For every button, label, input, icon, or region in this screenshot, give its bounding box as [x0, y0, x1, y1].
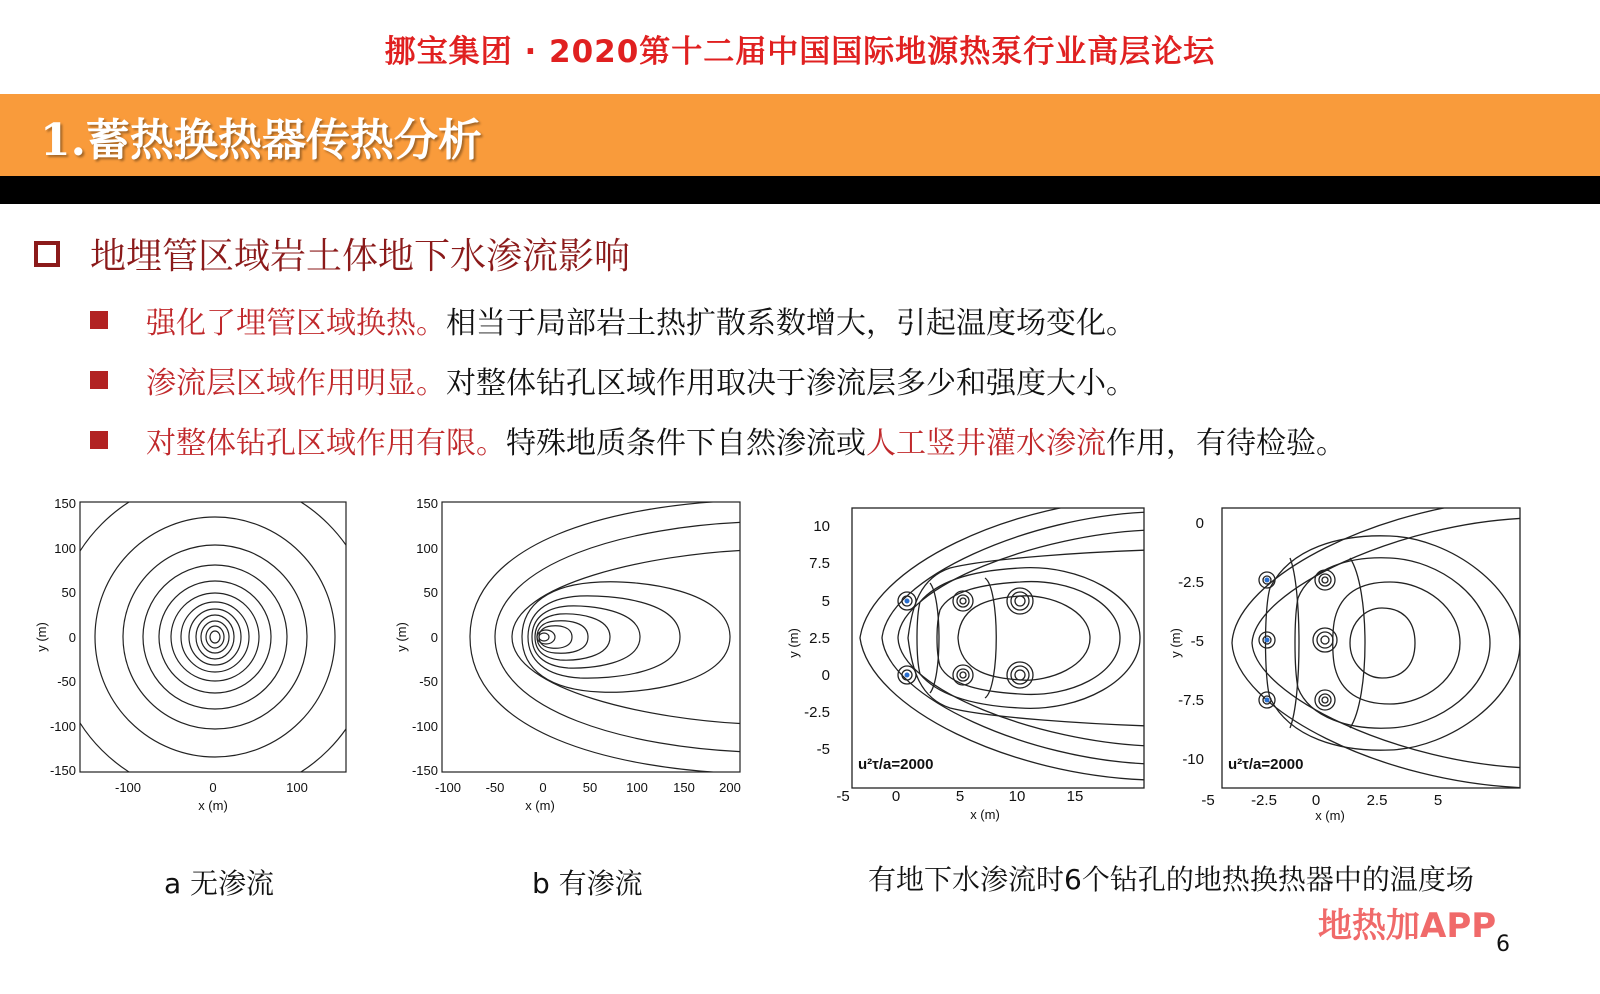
- y-tick: 50: [423, 585, 438, 600]
- y-tick: 7.5: [809, 555, 830, 572]
- x-tick: -5: [836, 788, 850, 805]
- y-ticks-b: [412, 496, 438, 778]
- caption-boreholes: 有地下水渗流时6个钻孔的地热换热器中的温度场: [868, 863, 1474, 896]
- x-tick: 0: [209, 780, 217, 795]
- borehole-marker: [1265, 578, 1270, 583]
- watermark-logo: 地热加APP: [1318, 906, 1497, 946]
- y-tick: -2.5: [1178, 574, 1204, 591]
- y-tick: -50: [57, 674, 76, 689]
- x-tick: 0: [539, 780, 547, 795]
- x-axis-label: x (m): [198, 798, 228, 813]
- divider-bar: [0, 176, 1600, 204]
- caption-a: a 无渗流: [164, 867, 275, 900]
- y-axis-label: y (m): [34, 622, 49, 652]
- bullet-item-1: [90, 298, 1136, 342]
- y-tick: 50: [61, 585, 76, 600]
- x-tick: 10: [1008, 788, 1026, 805]
- figure-b-with-seepage: [390, 492, 760, 832]
- y-tick: -150: [411, 763, 438, 778]
- bullet-3-highlight: 对整体钻孔区域作用有限。: [146, 426, 506, 461]
- y-tick: 150: [416, 496, 438, 511]
- main-heading: [34, 228, 630, 279]
- figure-a-no-seepage: [30, 492, 360, 832]
- y-tick: 0: [430, 630, 438, 645]
- x-tick: 15: [1066, 788, 1084, 805]
- square-bullet-icon: [90, 371, 108, 389]
- x-tick: -50: [485, 780, 505, 795]
- y-tick: -2.5: [804, 704, 830, 721]
- x-tick: 200: [719, 780, 741, 795]
- y-tick: -100: [411, 719, 438, 734]
- x-tick: -2.5: [1251, 792, 1277, 809]
- x-tick: 5: [1433, 792, 1443, 809]
- x-axis-label: x (m): [1315, 808, 1345, 823]
- square-bullet-icon: [90, 431, 108, 449]
- section-banner: [0, 94, 1600, 176]
- plot-annotation: u²τ/a=2000: [1228, 756, 1304, 773]
- y-tick: -50: [419, 674, 438, 689]
- x-ticks-b: [435, 780, 741, 795]
- x-tick: 100: [286, 780, 308, 795]
- y-ticks-c: [804, 518, 830, 758]
- borehole-marker: [1265, 638, 1270, 643]
- contour-lines-d: [1232, 498, 1530, 788]
- forum-title: 挪宝集团 · 2020第十二届中国国际地源热泵行业高层论坛: [384, 34, 1216, 70]
- y-tick: -100: [49, 719, 76, 734]
- bullet-3-text: 特殊地质条件下自然渗流或: [506, 426, 866, 461]
- bullet-3-highlight-2: 人工竖井灌水渗流: [866, 426, 1106, 461]
- y-tick: -150: [49, 763, 76, 778]
- bullet-1-highlight: 强化了埋管区域换热。: [146, 306, 446, 341]
- contour-lines-a: [55, 477, 375, 797]
- x-axis-label: x (m): [970, 807, 1000, 822]
- page-number: 6: [1496, 932, 1510, 957]
- bullet-2-highlight: 渗流层区域作用明显。: [146, 366, 446, 401]
- bullet-1-text: 相当于局部岩土热扩散系数增大，引起温度场变化。: [446, 306, 1136, 341]
- y-tick: -5: [1190, 633, 1204, 650]
- x-tick: -100: [434, 780, 462, 795]
- borehole-marker: [905, 599, 910, 604]
- y-tick: 2.5: [809, 630, 830, 647]
- figure-d-six-boreholes: [1170, 498, 1530, 838]
- y-tick: -10: [1182, 751, 1204, 768]
- y-tick: -7.5: [1178, 692, 1204, 709]
- x-axis-label: x (m): [525, 798, 555, 813]
- contour-lines-b: [470, 500, 750, 774]
- square-bullet-icon: [90, 311, 108, 329]
- bullet-3-text-2: 作用，有待检验。: [1106, 426, 1346, 461]
- x-ticks-a: [115, 780, 308, 795]
- borehole-marker: [905, 673, 910, 678]
- contour-lines-c: [860, 498, 1150, 780]
- y-axis-label: y (m): [786, 628, 801, 658]
- bullet-item-2: [90, 358, 1136, 402]
- hollow-square-icon: [34, 241, 60, 267]
- figure-c-six-boreholes: [786, 498, 1160, 838]
- y-tick: 10: [813, 518, 830, 535]
- y-tick: 0: [68, 630, 76, 645]
- x-tick: 5: [955, 788, 965, 805]
- y-tick: 100: [416, 541, 438, 556]
- plot-annotation: u²τ/a=2000: [858, 756, 934, 773]
- main-heading-text: 地埋管区域岩土体地下水渗流影响: [90, 236, 631, 277]
- bullet-item-3: [90, 418, 1346, 462]
- y-tick: 0: [1195, 515, 1204, 532]
- x-tick: -100: [114, 780, 142, 795]
- y-tick: -5: [816, 741, 830, 758]
- y-axis-label: y (m): [1168, 628, 1183, 658]
- y-tick: 100: [54, 541, 76, 556]
- y-tick: 0: [821, 667, 830, 684]
- bullet-2-text: 对整体钻孔区域作用取决于渗流层多少和强度大小。: [446, 366, 1136, 401]
- x-tick: 150: [673, 780, 695, 795]
- x-ticks-d: [1201, 792, 1442, 809]
- section-title: 1.蓄热换热器传热分析: [40, 115, 482, 166]
- x-tick: 0: [1311, 792, 1321, 809]
- x-tick: 100: [626, 780, 648, 795]
- caption-b: b 有渗流: [532, 867, 643, 900]
- y-tick: 5: [821, 593, 830, 610]
- y-tick: 150: [54, 496, 76, 511]
- x-tick: 0: [891, 788, 901, 805]
- x-ticks-c: [836, 788, 1083, 805]
- borehole-marker: [1265, 698, 1270, 703]
- x-tick: -5: [1201, 792, 1215, 809]
- y-ticks-a: [50, 496, 76, 778]
- x-tick: 50: [582, 780, 598, 795]
- y-axis-label: y (m): [394, 622, 409, 652]
- x-tick: 2.5: [1366, 792, 1388, 809]
